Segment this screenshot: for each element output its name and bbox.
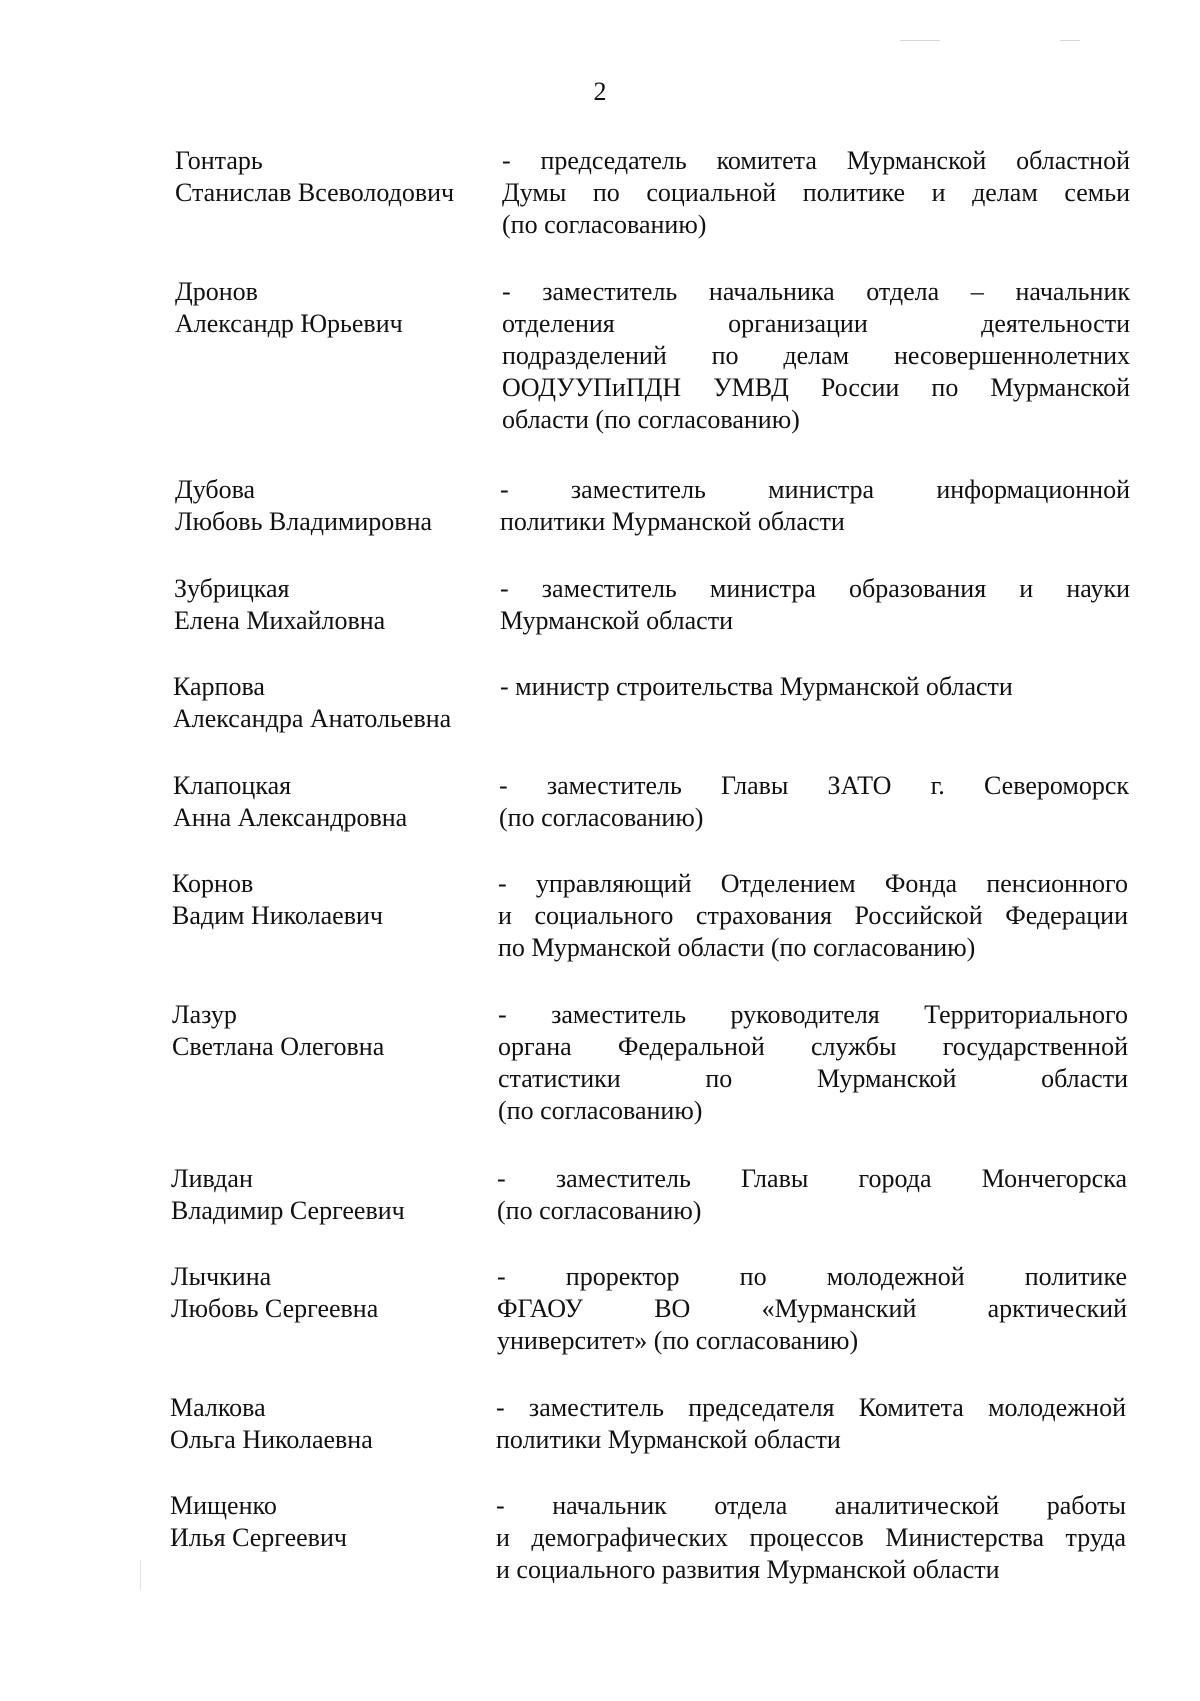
member-given-names: Станислав Всеволодович [175,178,455,207]
member-given-names: Елена Михайловна [174,606,386,635]
member-role-line: Думы по социальной политике и делам семьи [502,178,1130,207]
member-surname: Корнов [172,869,254,898]
member-surname: Карпова [173,672,265,701]
member-role-line: - министр строительства Мурманской области [500,672,1013,701]
member-role-line: области (по согласованию) [502,405,800,434]
member-role-line: политики Мурманской области [500,507,845,536]
member-role-line: и демографических процессов Министерства труда [496,1523,1126,1552]
member-given-names: Александр Юрьевич [175,309,403,338]
member-role-line: органа Федеральной службы государственной [498,1032,1128,1061]
member-role-line: и социального страхования Российской Федерации [498,901,1128,930]
member-role-line: подразделений по делам несовершеннолетних [502,341,1130,370]
member-given-names: Анна Александровна [173,803,408,832]
member-name [173,770,503,834]
member-given-names: Илья Сергеевич [170,1523,347,1552]
member-role-line: - проректор по молодежной политике [497,1262,1127,1291]
member-surname: Ливдан [171,1164,253,1193]
scan-artifact [140,1560,141,1590]
member-role-line: (по согласованию) [502,210,707,239]
member-role-line: - заместитель Главы ЗАТО г. Североморск [499,771,1129,800]
member-name [173,671,503,735]
member-surname: Лычкина [171,1262,272,1291]
member-name [174,573,504,637]
member-name [171,1163,501,1227]
member-given-names: Любовь Владимировна [175,507,433,536]
member-role [502,276,1130,436]
member-surname: Дронов [175,277,258,306]
member-surname: Гонтарь [175,146,263,175]
member-role-line: политики Мурманской области [496,1425,841,1454]
member-surname: Клапоцкая [173,771,292,800]
member-given-names: Светлана Олеговна [172,1032,385,1061]
member-surname: Мищенко [170,1491,277,1520]
member-given-names: Александра Анатольевна [173,704,452,733]
member-role [496,1392,1126,1456]
member-role-line: ФГАОУ ВО «Мурманский арктический [497,1294,1127,1323]
member-name [175,276,505,340]
member-role [497,1163,1127,1227]
member-role-line: - заместитель министра информационной [500,475,1130,504]
member-role-line: - заместитель Главы города Мончегорска [497,1164,1127,1193]
member-name [175,145,505,209]
member-role-line: Мурманской области [500,606,733,635]
member-role-line: (по согласованию) [499,803,704,832]
member-surname: Дубова [175,475,256,504]
member-given-names: Вадим Николаевич [172,901,383,930]
member-name [171,1261,501,1325]
member-name [175,474,505,538]
member-role-line: (по согласованию) [498,1096,703,1125]
member-role [498,868,1128,964]
member-name [172,868,502,932]
member-role [500,474,1130,538]
member-role-line: (по согласованию) [497,1196,702,1225]
member-role-line: и социального развития Мурманской области [496,1555,1000,1584]
member-role [500,671,1130,703]
member-name [170,1392,500,1456]
member-role-line: ООДУУПиПДН УМВД России по Мурманской [502,373,1130,402]
member-given-names: Любовь Сергеевна [171,1294,379,1323]
member-role-line: - заместитель министра образования и науки [500,574,1130,603]
member-role [498,999,1128,1127]
member-role-line: по Мурманской области (по согласованию) [498,933,976,962]
member-role-line: - заместитель руководителя Территориального [498,1000,1128,1029]
page-number: 2 [593,77,607,106]
member-role [499,770,1129,834]
member-role-line: университет» (по согласованию) [497,1326,859,1355]
member-name [170,1490,500,1554]
member-role [502,145,1130,241]
member-name [172,999,502,1063]
member-role-line: - начальник отдела аналитической работы [496,1491,1126,1520]
member-role [497,1261,1127,1357]
member-surname: Малкова [170,1393,266,1422]
member-role-line: отделения организации деятельности [502,309,1130,338]
member-role-line: - заместитель председателя Комитета молодежной [496,1393,1126,1422]
member-surname: Лазур [172,1000,237,1029]
member-given-names: Владимир Сергеевич [171,1196,405,1225]
scan-artifact [900,40,940,41]
member-given-names: Ольга Николаевна [170,1425,373,1454]
member-role-line: - председатель комитета Мурманской областной [502,146,1130,175]
member-role [500,573,1130,637]
member-role-line: - управляющий Отделением Фонда пенсионного [498,869,1128,898]
member-surname: Зубрицкая [174,574,290,603]
member-role-line: статистики по Мурманской области [498,1064,1128,1093]
member-role-line: - заместитель начальника отдела – начальник [502,277,1130,306]
member-role [496,1490,1126,1586]
scan-artifact [1060,40,1080,41]
